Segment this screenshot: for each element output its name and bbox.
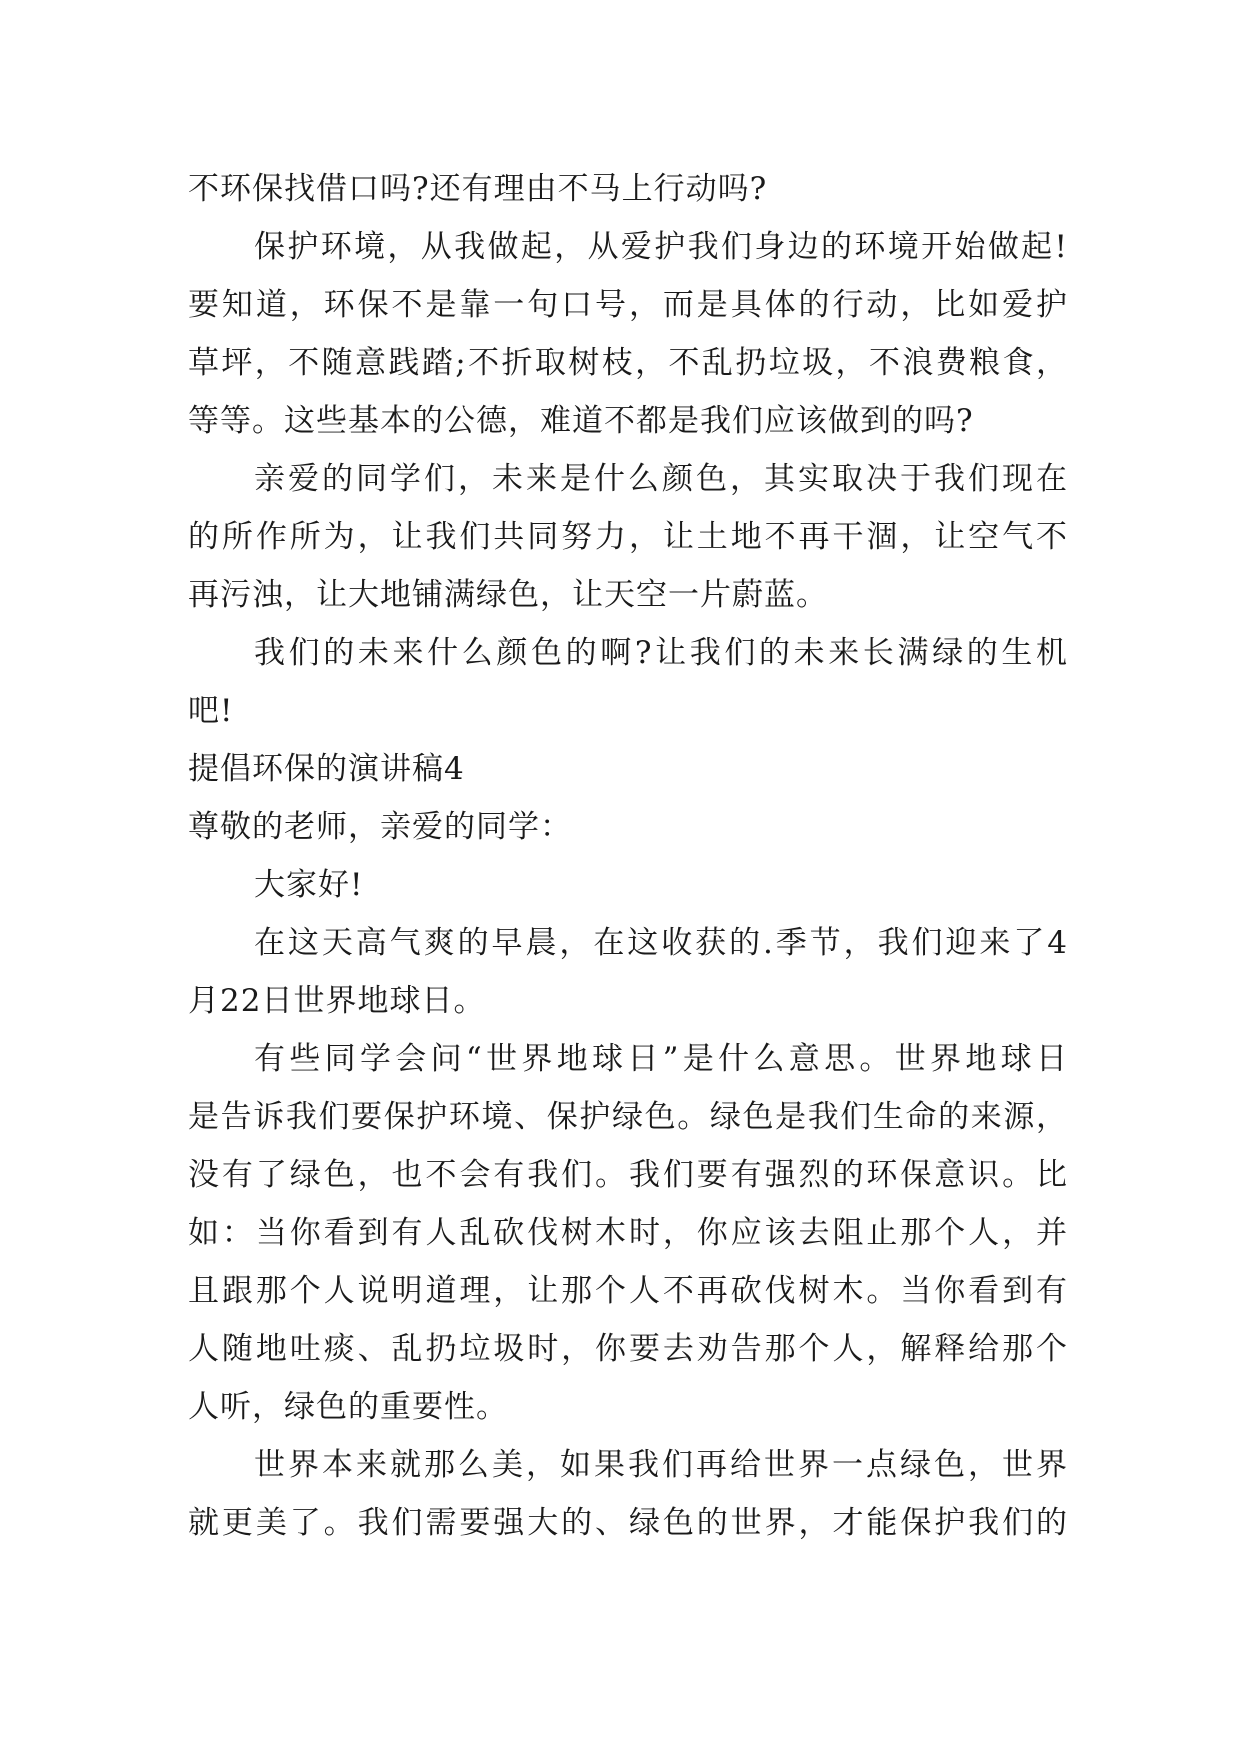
text-line: 不环保找借口吗?还有理由不马上行动吗? (188, 171, 768, 207)
text-line: 月22日世界地球日。 (188, 983, 486, 1019)
text-line: 再污浊，让大地铺满绿色，让天空一片蔚蓝。 (188, 577, 828, 613)
text-line: 是告诉我们要保护环境、保护绿色。绿色是我们生命的来源， (188, 1099, 1068, 1135)
text-line: 如：当你看到有人乱砍伐树木时，你应该去阻止那个人，并 (188, 1215, 1068, 1251)
text-line: 就更美了。我们需要强大的、绿色的世界，才能保护我们的 (188, 1505, 1068, 1541)
paragraph-first-line: 我们的未来什么颜色的啊?让我们的未来长满绿的生机 (254, 635, 1068, 671)
greeting: 大家好! (254, 867, 364, 903)
text-line: 等等。这些基本的公德，难道不都是我们应该做到的吗? (188, 403, 974, 439)
paragraph-first-line: 保护环境，从我做起，从爱护我们身边的环境开始做起! (254, 229, 1068, 265)
text-line: 的所作所为，让我们共同努力，让土地不再干涸，让空气不 (188, 519, 1068, 555)
text-line: 吧! (188, 693, 234, 729)
text-line: 人随地吐痰、乱扔垃圾时，你要去劝告那个人，解释给那个 (188, 1331, 1068, 1367)
text-line: 且跟那个人说明道理，让那个人不再砍伐树木。当你看到有 (188, 1273, 1068, 1309)
salutation: 尊敬的老师，亲爱的同学： (188, 809, 572, 845)
text-line: 人听，绿色的重要性。 (188, 1389, 508, 1425)
paragraph-first-line: 在这天高气爽的早晨，在这收获的.季节，我们迎来了4 (254, 925, 1068, 961)
text-line: 草坪，不随意践踏;不折取树枝，不乱扔垃圾，不浪费粮食， (188, 345, 1068, 381)
paragraph-first-line: 有些同学会问“世界地球日”是什么意思。世界地球日 (254, 1041, 1068, 1077)
text-line: 没有了绿色，也不会有我们。我们要有强烈的环保意识。比 (188, 1157, 1068, 1193)
paragraph-first-line: 世界本来就那么美，如果我们再给世界一点绿色，世界 (254, 1447, 1068, 1483)
paragraph-first-line: 亲爱的同学们，未来是什么颜色，其实取决于我们现在 (254, 461, 1068, 497)
section-heading: 提倡环保的演讲稿4 (188, 751, 465, 787)
text-line: 要知道，环保不是靠一句口号，而是具体的行动，比如爱护 (188, 287, 1068, 323)
